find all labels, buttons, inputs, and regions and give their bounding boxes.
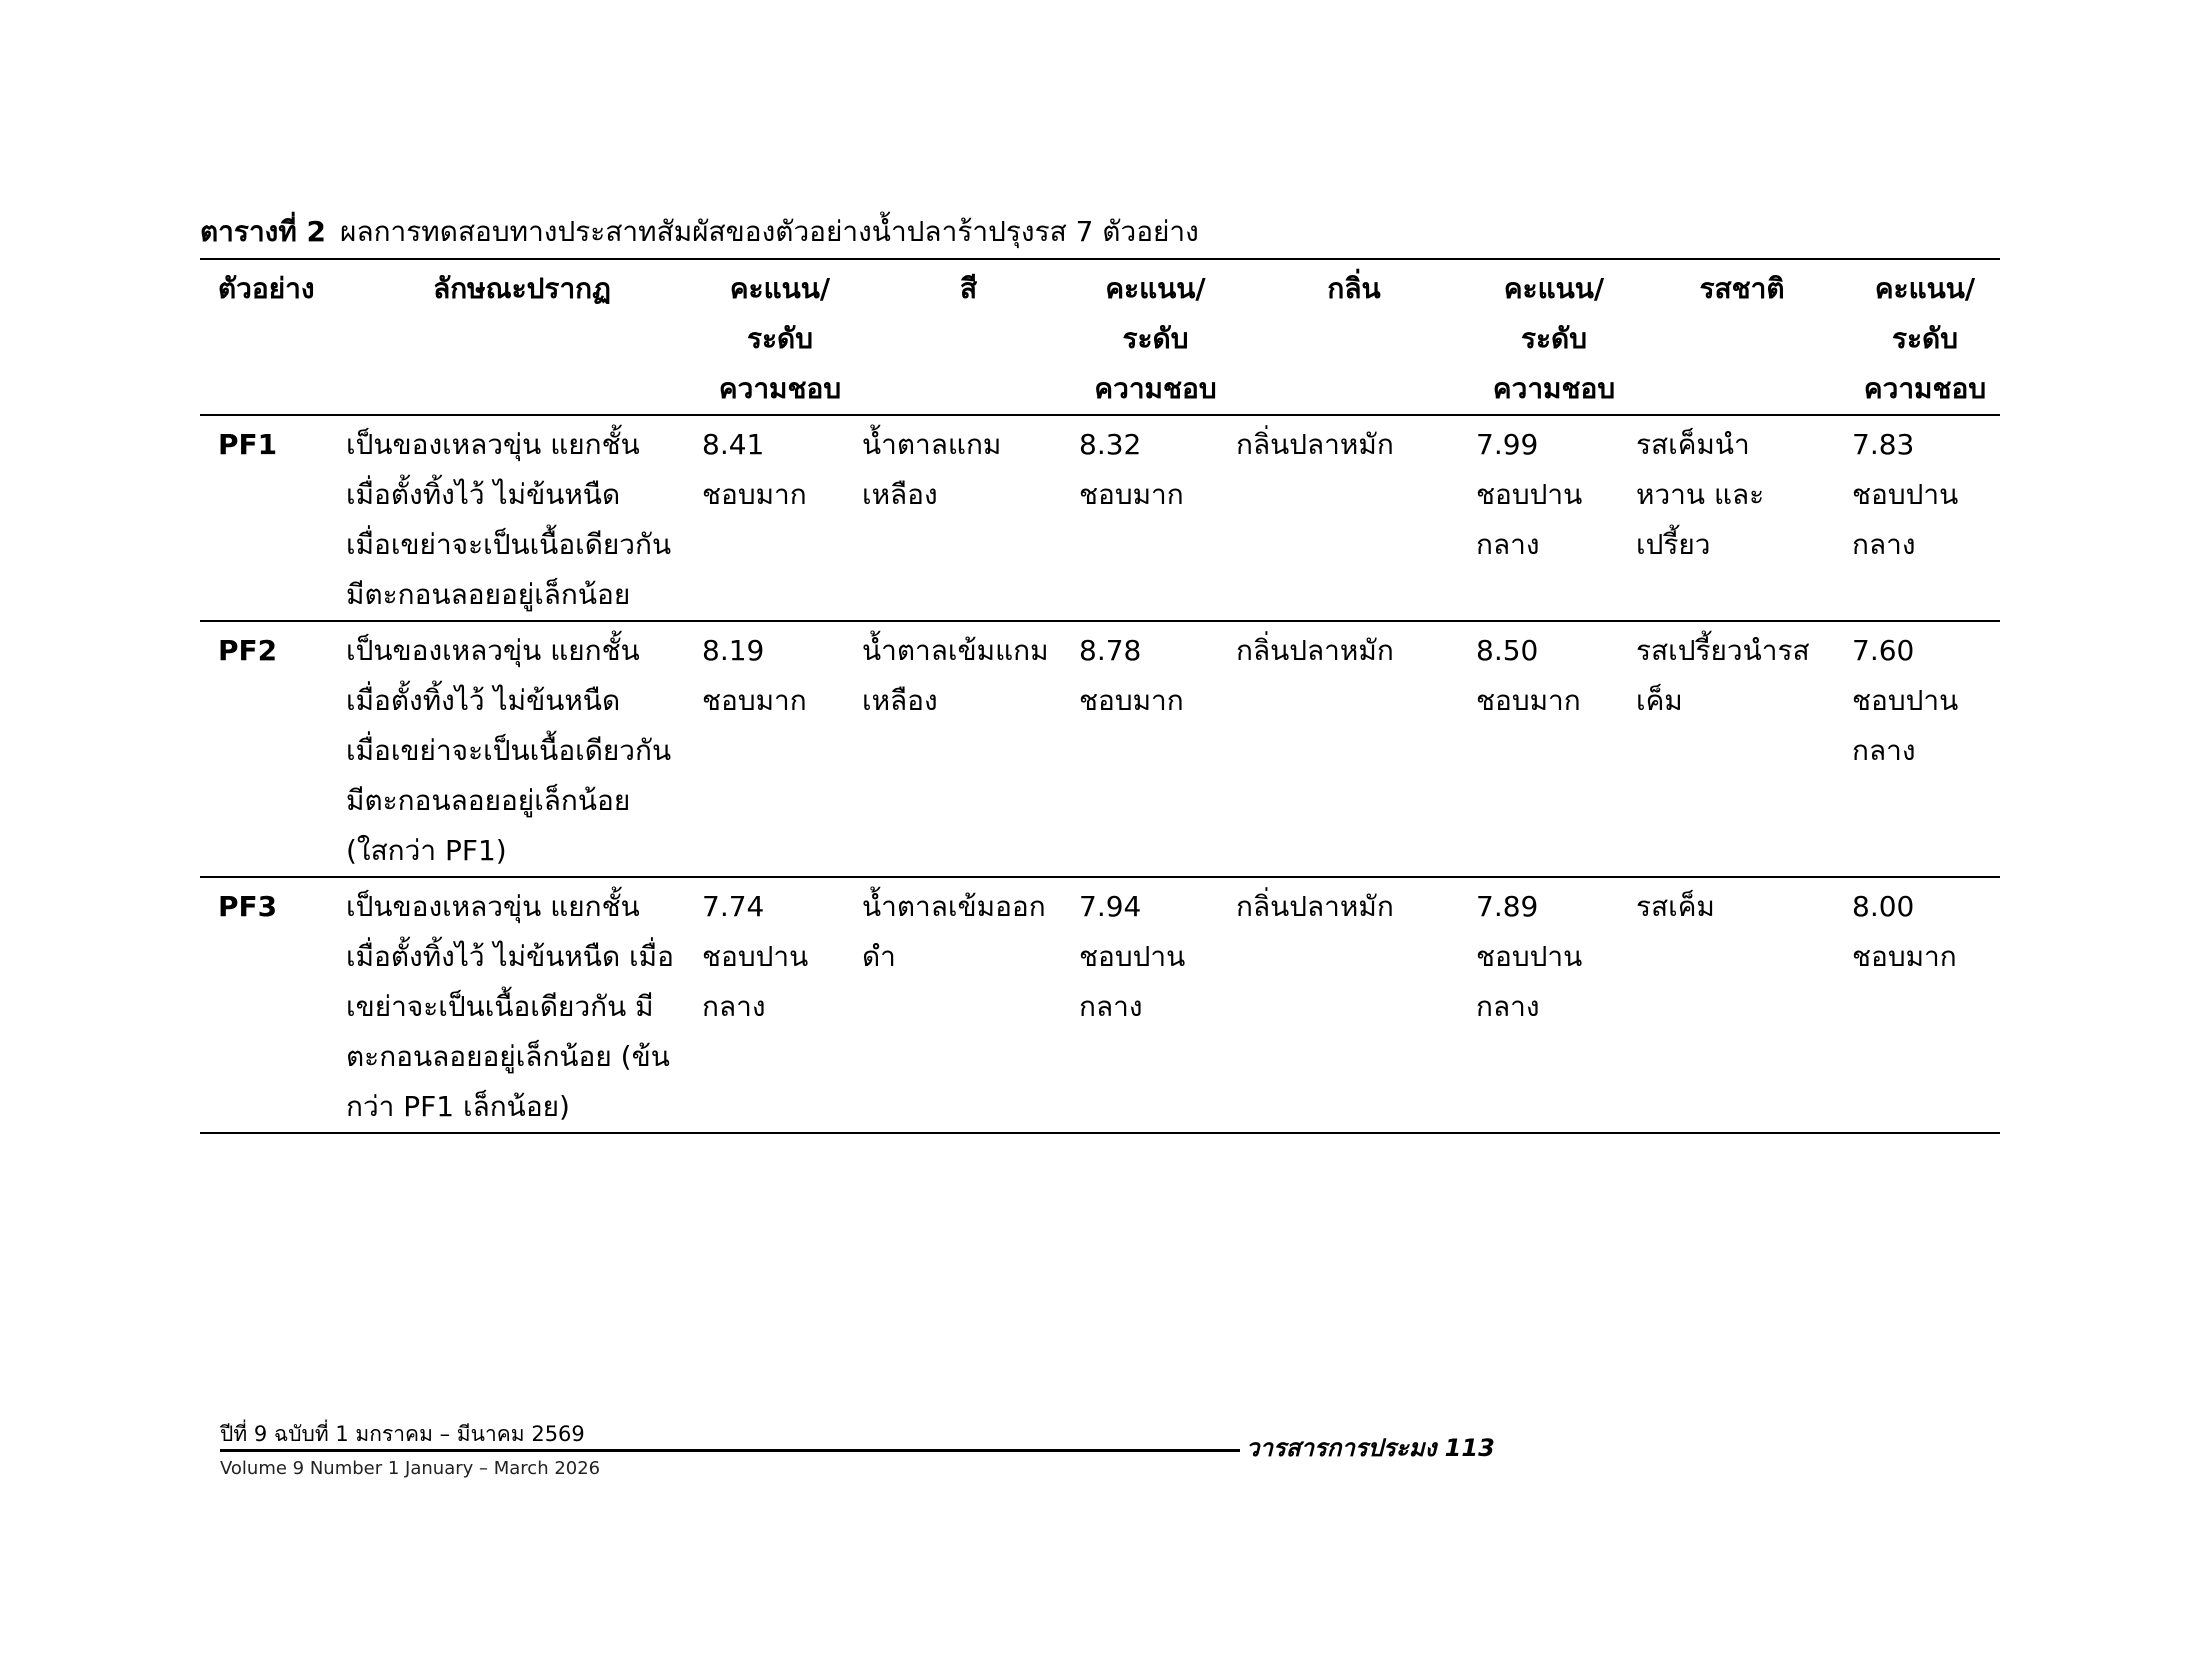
cell-line: ชอบปาน <box>1852 684 1959 717</box>
cell-line: เป็นของเหลวขุ่น แยกชั้น <box>346 428 640 461</box>
cell-line: ชอบปาน <box>1079 940 1186 973</box>
footer-rule <box>220 1449 1240 1452</box>
cell-line: 8.78 <box>1079 634 1142 667</box>
cell-taste <box>1634 621 1850 877</box>
cell-sample: PF1 <box>218 428 278 461</box>
header-odor-score <box>1474 259 1634 415</box>
cell-line: กลาง <box>1852 734 1916 767</box>
cell-color-score <box>1077 415 1234 621</box>
table-row <box>200 877 2000 1133</box>
header-line: ตัวอย่าง <box>218 272 315 305</box>
header-taste <box>1634 259 1850 415</box>
cell-line: กลิ่นปลาหมัก <box>1236 428 1394 461</box>
cell-taste-score <box>1850 621 2000 877</box>
cell-odor <box>1234 415 1474 621</box>
cell-line: 8.41 <box>702 428 765 461</box>
cell-odor-score <box>1474 621 1634 877</box>
header-appearance-score <box>700 259 860 415</box>
cell-line: เป็นของเหลวขุ่น แยกชั้น <box>346 634 640 667</box>
cell-line: (ใสกว่า PF1) <box>346 834 507 867</box>
cell-line: กว่า PF1 เล็กน้อย) <box>346 1090 570 1123</box>
cell-color <box>860 621 1077 877</box>
cell-line: ชอบมาก <box>1852 940 1957 973</box>
cell-sample: PF3 <box>218 890 278 923</box>
cell-line: เมื่อตั้งทิ้งไว้ ไม่ข้นหนืด เมื่อ <box>346 940 674 973</box>
header-sample <box>200 259 344 415</box>
cell-line: ตะกอนลอยอยู่เล็กน้อย (ข้น <box>346 1040 670 1073</box>
header-line: ความชอบ <box>1863 372 1987 405</box>
cell-line: 7.60 <box>1852 634 1915 667</box>
cell-taste <box>1634 415 1850 621</box>
cell-line: น้ำตาลเข้มออก <box>862 890 1046 923</box>
cell-line: 7.74 <box>702 890 765 923</box>
cell-appearance <box>344 621 700 877</box>
footer-issue-thai: ปีที่ 9 ฉบับที่ 1 มกราคม – มีนาคม 2569 <box>220 1422 585 1446</box>
header-line: ความชอบ <box>1492 372 1616 405</box>
cell-appearance-score <box>700 621 860 877</box>
cell-color <box>860 877 1077 1133</box>
cell-line: เมื่อตั้งทิ้งไว้ ไม่ข้นหนืด <box>346 684 621 717</box>
cell-color-score <box>1077 877 1234 1133</box>
cell-taste <box>1634 877 1850 1133</box>
cell-line: หวาน และ <box>1636 478 1765 511</box>
header-line: ระดับ <box>746 322 814 355</box>
cell-line: 8.19 <box>702 634 765 667</box>
table-caption <box>200 212 1199 252</box>
header-line: สี <box>959 272 978 305</box>
header-line: ระดับ <box>1891 322 1959 355</box>
cell-line: ชอบมาก <box>702 478 807 511</box>
cell-line: เป็นของเหลวขุ่น แยกชั้น <box>346 890 640 923</box>
cell-line: กลาง <box>1079 990 1143 1023</box>
cell-line: กลาง <box>1476 990 1540 1023</box>
header-taste-score <box>1850 259 2000 415</box>
cell-line: เขย่าจะเป็นเนื้อเดียวกัน มี <box>346 990 654 1023</box>
cell-color-score <box>1077 621 1234 877</box>
cell-odor-score <box>1474 415 1634 621</box>
table-row <box>200 415 2000 621</box>
cell-line: เค็ม <box>1636 684 1683 717</box>
header-appearance <box>344 259 700 415</box>
table-caption-label: ตารางที่ 2 <box>200 215 327 248</box>
header-line: คะแนน/ <box>1874 272 1976 305</box>
header-color-score <box>1077 259 1234 415</box>
cell-appearance <box>344 877 700 1133</box>
cell-line: เปรี้ยว <box>1636 528 1711 561</box>
cell-line: กลาง <box>1852 528 1916 561</box>
table-caption-text: ผลการทดสอบทางประสาทสัมผัสของตัวอย่างน้ำปลาร้าปรุงรส 7 ตัวอย่าง <box>340 215 1199 248</box>
table-row <box>200 621 2000 877</box>
header-line: ระดับ <box>1122 322 1189 355</box>
cell-line: กลาง <box>1476 528 1540 561</box>
cell-line: เหลือง <box>862 684 938 717</box>
cell-appearance-score <box>700 877 860 1133</box>
cell-taste-score <box>1850 877 2000 1133</box>
header-line: ลักษณะปรากฏ <box>433 272 611 305</box>
cell-line: 8.00 <box>1852 890 1915 923</box>
cell-line: มีตะกอนลอยอยู่เล็กน้อย <box>346 784 631 817</box>
cell-line: ชอบปาน <box>1852 478 1959 511</box>
cell-line: 7.94 <box>1079 890 1142 923</box>
header-line: ระดับ <box>1520 322 1588 355</box>
cell-appearance <box>344 415 700 621</box>
table-body <box>200 415 2000 1133</box>
table-header <box>200 259 2000 415</box>
cell-odor <box>1234 877 1474 1133</box>
cell-line: 7.99 <box>1476 428 1539 461</box>
footer-journal-page: วารสารการประมง 113 <box>1246 1434 1495 1462</box>
cell-line: ชอบปาน <box>1476 940 1583 973</box>
cell-line: ชอบมาก <box>1476 684 1581 717</box>
header-line: กลิ่น <box>1327 272 1381 305</box>
cell-odor <box>1234 621 1474 877</box>
header-color <box>860 259 1077 415</box>
header-odor <box>1234 259 1474 415</box>
cell-line: ดำ <box>862 940 896 973</box>
cell-line: เมื่อตั้งทิ้งไว้ ไม่ข้นหนืด <box>346 478 621 511</box>
cell-line: เมื่อเขย่าจะเป็นเนื้อเดียวกัน <box>346 528 672 561</box>
cell-sample: PF2 <box>218 634 278 667</box>
cell-line: น้ำตาลแกม <box>862 428 1002 461</box>
header-line: ความชอบ <box>1094 372 1217 405</box>
cell-line: น้ำตาลเข้มแกม <box>862 634 1049 667</box>
cell-taste-score <box>1850 415 2000 621</box>
cell-line: 8.32 <box>1079 428 1142 461</box>
header-line: คะแนน/ <box>1105 272 1206 305</box>
header-line: คะแนน/ <box>1503 272 1605 305</box>
cell-line: เมื่อเขย่าจะเป็นเนื้อเดียวกัน <box>346 734 672 767</box>
cell-line: ชอบมาก <box>702 684 807 717</box>
cell-line: กลาง <box>702 990 766 1023</box>
footer-issue-english: Volume 9 Number 1 January – March 2026 <box>220 1458 601 1479</box>
header-line: รสชาติ <box>1699 272 1785 305</box>
cell-odor-score <box>1474 877 1634 1133</box>
cell-line: 7.89 <box>1476 890 1539 923</box>
cell-line: รสเค็มนำ <box>1636 428 1750 461</box>
cell-line: กลิ่นปลาหมัก <box>1236 634 1394 667</box>
cell-line: 8.50 <box>1476 634 1539 667</box>
cell-line: ชอบมาก <box>1079 684 1184 717</box>
cell-line: รสเค็ม <box>1636 890 1715 923</box>
cell-line: ชอบมาก <box>1079 478 1184 511</box>
cell-line: ชอบปาน <box>702 940 809 973</box>
cell-color <box>860 415 1077 621</box>
header-row <box>200 259 2000 415</box>
cell-line: มีตะกอนลอยอยู่เล็กน้อย <box>346 578 631 611</box>
header-line: คะแนน/ <box>729 272 831 305</box>
header-line: ความชอบ <box>718 372 842 405</box>
cell-line: รสเปรี้ยวนำรส <box>1636 634 1810 667</box>
cell-appearance-score <box>700 415 860 621</box>
cell-line: กลิ่นปลาหมัก <box>1236 890 1394 923</box>
cell-line: 7.83 <box>1852 428 1915 461</box>
sensory-results-table <box>200 258 2000 1134</box>
cell-line: ชอบปาน <box>1476 478 1583 511</box>
cell-line: เหลือง <box>862 478 938 511</box>
